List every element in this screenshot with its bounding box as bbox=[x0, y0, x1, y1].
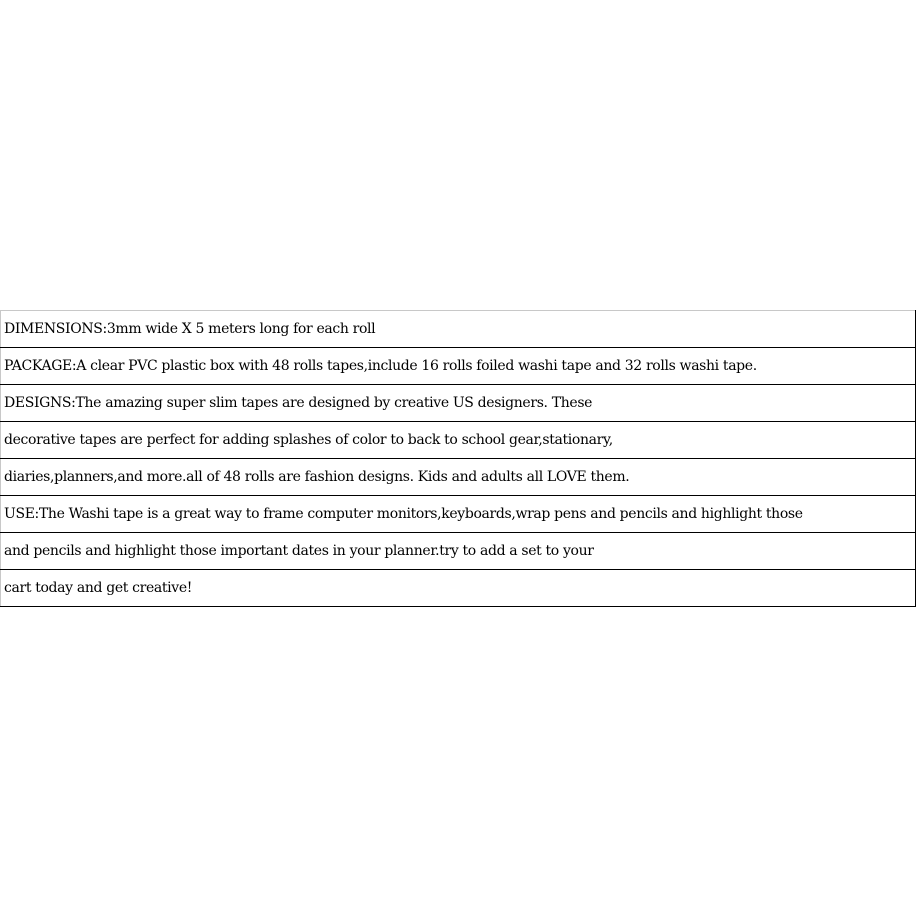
table-row bbox=[1, 496, 916, 533]
table-row bbox=[1, 459, 916, 496]
table-row bbox=[1, 311, 916, 348]
spec-package: PACKAGE:A clear PVC plastic box with 48 rolls tapes,include 16 rolls foiled washi tape and 32 rolls washi tape. bbox=[1, 348, 916, 385]
spec-designs-continued: decorative tapes are perfect for adding splashes of color to back to school gear,stationary, bbox=[1, 422, 916, 459]
spec-designs: DESIGNS:The amazing super slim tapes are designed by creative US designers. These bbox=[1, 385, 916, 422]
spec-dimensions: DIMENSIONS:3mm wide X 5 meters long for each roll bbox=[1, 311, 916, 348]
table-row bbox=[1, 533, 916, 570]
table-row bbox=[1, 348, 916, 385]
spec-designs-continued: diaries,planners,and more.all of 48 rolls are fashion designs. Kids and adults all LOVE them. bbox=[1, 459, 916, 496]
table-row bbox=[1, 570, 916, 607]
spec-use-continued: and pencils and highlight those important dates in your planner.try to add a set to your bbox=[1, 533, 916, 570]
spec-use-continued: cart today and get creative! bbox=[1, 570, 916, 607]
table-row bbox=[1, 385, 916, 422]
table-row bbox=[1, 422, 916, 459]
spec-use: USE:The Washi tape is a great way to frame computer monitors,keyboards,wrap pens and pencils and highlight those bbox=[1, 496, 916, 533]
product-spec-table bbox=[0, 310, 916, 607]
